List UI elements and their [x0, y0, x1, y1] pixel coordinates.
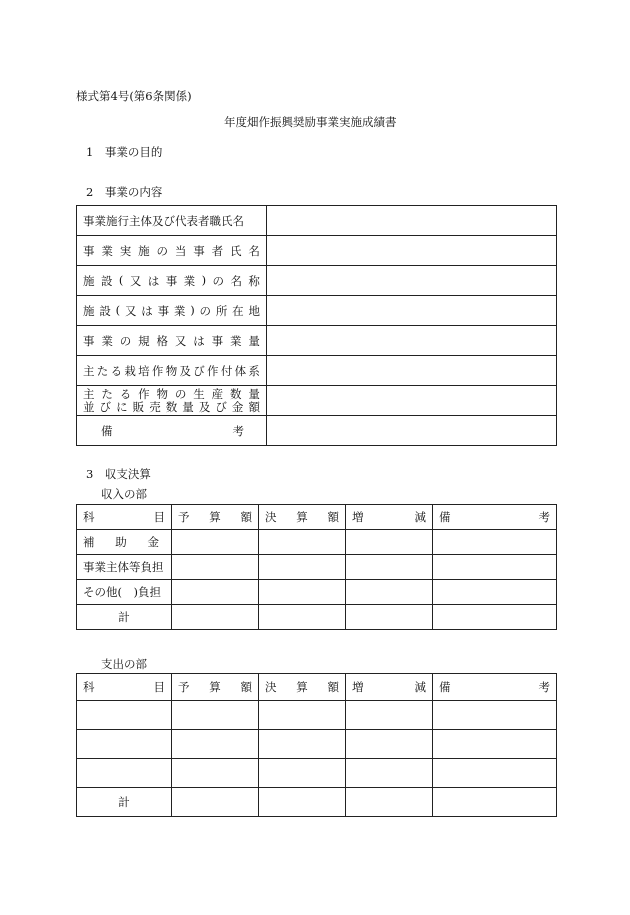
- cell[interactable]: [346, 788, 433, 817]
- cell[interactable]: [346, 701, 433, 730]
- row-label: 事 業 実 施 の 当 事 者 氏 名: [77, 236, 267, 266]
- header-remarks: 備 考: [433, 505, 557, 530]
- value-cell[interactable]: [267, 236, 557, 266]
- cell[interactable]: [259, 605, 346, 630]
- table-row: [77, 386, 557, 416]
- header-change: 増 減: [346, 674, 433, 701]
- cell[interactable]: [346, 530, 433, 555]
- table-row: [77, 759, 557, 788]
- cell[interactable]: [346, 555, 433, 580]
- cell[interactable]: [346, 580, 433, 605]
- content-table: [76, 205, 557, 446]
- cell[interactable]: [77, 730, 172, 759]
- cell[interactable]: [346, 759, 433, 788]
- row-label: 主 た る 栽 培 作 物 及 び 作 付 体 系: [77, 356, 267, 386]
- table-row: [77, 236, 557, 266]
- table-header-row: [77, 674, 557, 701]
- expense-heading: 支出の部: [101, 657, 147, 671]
- table-row: [77, 788, 557, 817]
- cell[interactable]: [172, 605, 259, 630]
- cell[interactable]: [433, 555, 557, 580]
- cell[interactable]: [172, 788, 259, 817]
- table-row: [77, 555, 557, 580]
- cell[interactable]: [259, 530, 346, 555]
- cell[interactable]: [172, 730, 259, 759]
- table-row: [77, 730, 557, 759]
- value-cell[interactable]: [267, 416, 557, 446]
- cell[interactable]: [433, 759, 557, 788]
- cell[interactable]: [433, 530, 557, 555]
- section-settlement: 3 収支決算: [86, 467, 151, 481]
- table-row: [77, 580, 557, 605]
- table-row: [77, 356, 557, 386]
- cell[interactable]: [172, 701, 259, 730]
- header-settlement: 決 算 額: [259, 505, 346, 530]
- table-row: [77, 266, 557, 296]
- row-label: 施 設 ( 又 は 事 業 ) の 名 称: [77, 266, 267, 296]
- cell[interactable]: [433, 701, 557, 730]
- total-label: 計: [77, 605, 172, 630]
- header-change: 増 減: [346, 505, 433, 530]
- row-label: 事業施行主体及び代表者職氏名: [77, 206, 267, 236]
- table-row: [77, 206, 557, 236]
- page-title: 年度畑作振興奨励事業実施成績書: [224, 115, 397, 129]
- header-remarks: 備 考: [433, 674, 557, 701]
- table-row: [77, 701, 557, 730]
- cell[interactable]: [259, 580, 346, 605]
- section-purpose: 1 事業の目的: [86, 145, 163, 159]
- form-number: 様式第4号(第6条関係): [76, 89, 192, 103]
- cell[interactable]: [172, 759, 259, 788]
- cell[interactable]: [346, 605, 433, 630]
- cell[interactable]: [433, 605, 557, 630]
- cell[interactable]: [77, 759, 172, 788]
- cell[interactable]: [172, 530, 259, 555]
- cell[interactable]: [259, 555, 346, 580]
- table-row: [77, 530, 557, 555]
- row-label: 事業主体等負担: [77, 555, 172, 580]
- table-row: [77, 326, 557, 356]
- cell[interactable]: [433, 580, 557, 605]
- value-cell[interactable]: [267, 296, 557, 326]
- header-budget: 予 算 額: [172, 505, 259, 530]
- row-label: 施 設 ( 又 は 事 業 ) の 所 在 地: [77, 296, 267, 326]
- cell[interactable]: [259, 730, 346, 759]
- table-header-row: [77, 505, 557, 530]
- row-label: 主 た る 作 物 の 生 産 数 量 並 び に 販 売 数 量 及 び 金 額: [77, 386, 267, 416]
- row-label: 事 業 の 規 格 又 は 事 業 量: [77, 326, 267, 356]
- cell[interactable]: [172, 555, 259, 580]
- cell[interactable]: [172, 580, 259, 605]
- table-row: [77, 605, 557, 630]
- cell[interactable]: [259, 759, 346, 788]
- value-cell[interactable]: [267, 206, 557, 236]
- table-row: [77, 296, 557, 326]
- row-label: 補 助 金: [77, 530, 172, 555]
- cell[interactable]: [433, 788, 557, 817]
- cell[interactable]: [259, 701, 346, 730]
- value-cell[interactable]: [267, 356, 557, 386]
- header-settlement: 決 算 額: [259, 674, 346, 701]
- cell[interactable]: [433, 730, 557, 759]
- expense-table: [76, 673, 557, 817]
- value-cell[interactable]: [267, 326, 557, 356]
- cell[interactable]: [259, 788, 346, 817]
- header-item: 科 目: [77, 505, 172, 530]
- cell[interactable]: [346, 730, 433, 759]
- cell[interactable]: [77, 701, 172, 730]
- section-content: 2 事業の内容: [86, 185, 163, 199]
- value-cell[interactable]: [267, 386, 557, 416]
- total-label: 計: [77, 788, 172, 817]
- row-label: 備 考: [77, 416, 267, 446]
- income-table: [76, 504, 557, 630]
- header-item: 科 目: [77, 674, 172, 701]
- income-heading: 収入の部: [101, 487, 147, 501]
- header-budget: 予 算 額: [172, 674, 259, 701]
- table-row: [77, 416, 557, 446]
- row-label: その他( )負担: [77, 580, 172, 605]
- value-cell[interactable]: [267, 266, 557, 296]
